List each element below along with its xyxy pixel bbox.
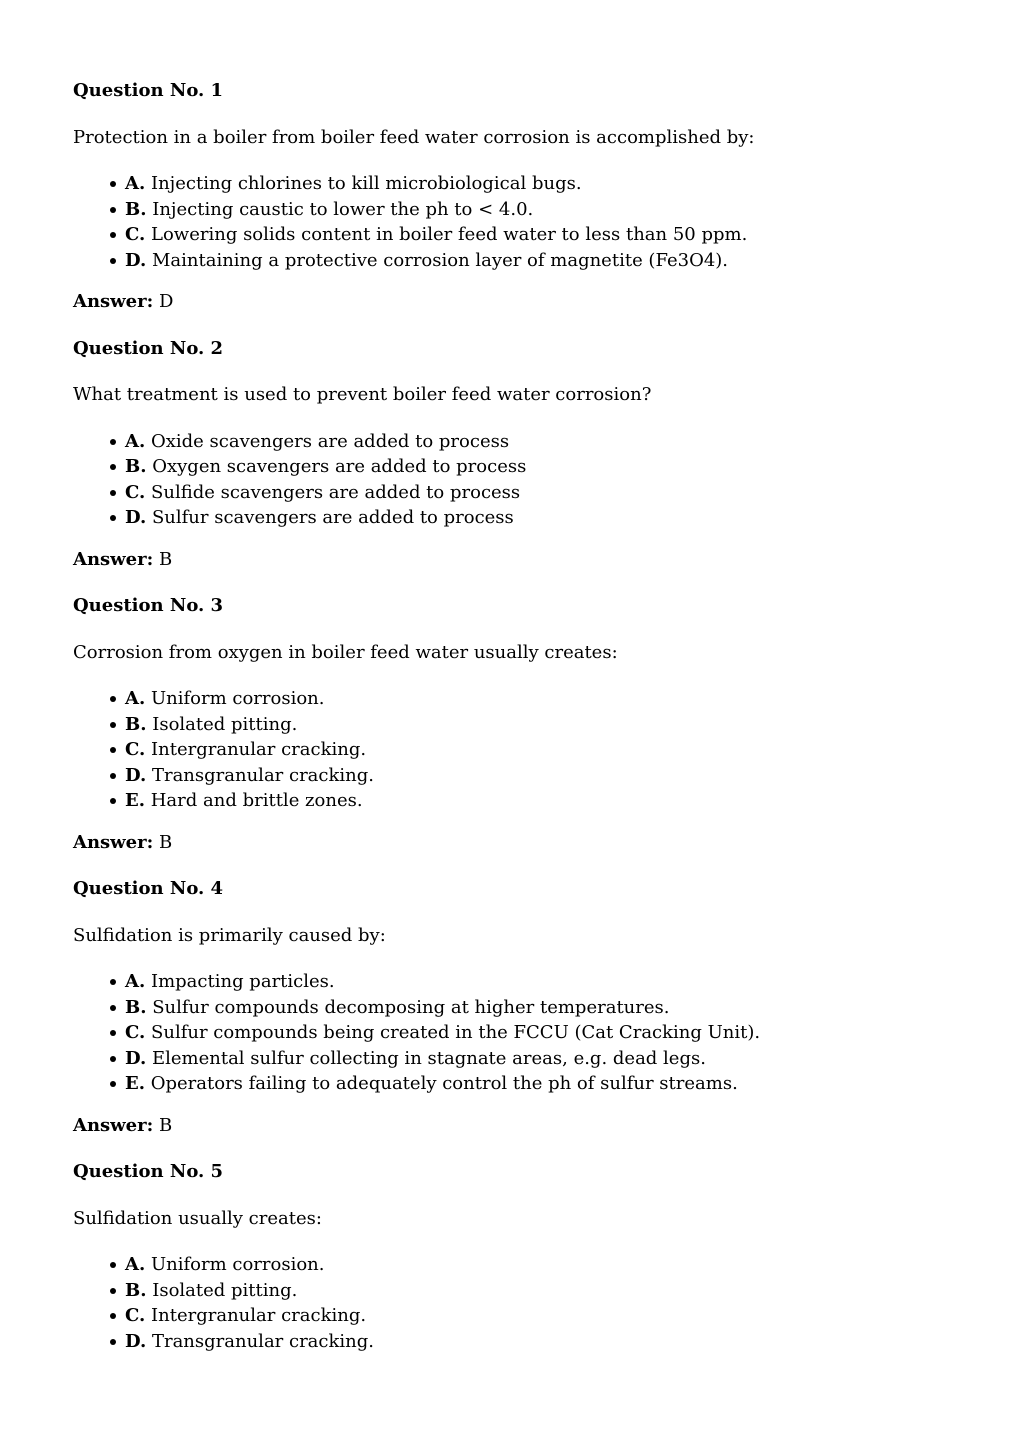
option-letter: B. <box>125 996 147 1018</box>
option-letter: C. <box>125 481 146 503</box>
option-letter: C. <box>125 1305 146 1326</box>
option-text: Uniform corrosion. <box>150 688 325 709</box>
option-letter: A. <box>125 971 146 992</box>
option-list <box>73 686 973 814</box>
question-block <box>73 78 973 315</box>
option-text: Intergranular cracking. <box>151 1305 367 1326</box>
option-item <box>107 763 973 789</box>
question-block <box>73 593 973 855</box>
option-letter: D. <box>125 1330 147 1352</box>
option-letter: A. <box>125 1254 146 1275</box>
option-item <box>107 429 973 455</box>
option-letter: A. <box>125 688 146 709</box>
option-item <box>107 788 973 814</box>
answer-value: B <box>159 831 173 853</box>
option-text: Sulfide scavengers are added to process <box>151 481 521 503</box>
option-letter: B. <box>125 456 147 477</box>
question-text: Sulfidation is primarily caused by: <box>73 924 386 946</box>
option-text: Injecting chlorines to kill microbiological bugs. <box>150 173 582 194</box>
option-item <box>107 686 973 712</box>
question-title: Question No. 3 <box>73 595 224 616</box>
option-item <box>107 712 973 738</box>
answer-line <box>73 1113 973 1139</box>
option-list <box>73 429 973 531</box>
answer-label: Answer: <box>73 1114 154 1136</box>
option-item <box>107 454 973 480</box>
answer-label: Answer: <box>73 291 154 312</box>
question-title: Question No. 5 <box>73 1161 224 1182</box>
option-letter: A. <box>125 430 146 452</box>
question-title: Question No. 2 <box>73 337 224 359</box>
option-text: Elemental sulfur collecting in stagnate areas, e.g. dead legs. <box>151 1047 706 1069</box>
option-letter: B. <box>125 1279 147 1301</box>
option-text: Sulfur scavengers are added to process <box>151 507 514 528</box>
option-item <box>107 505 973 531</box>
option-list <box>73 1252 973 1354</box>
option-list <box>73 171 973 273</box>
question-block <box>73 1159 973 1354</box>
question-text: Corrosion from oxygen in boiler feed water usually creates: <box>73 641 618 663</box>
option-text: Injecting caustic to lower the ph to < 4.0. <box>152 198 534 220</box>
option-text: Maintaining a protective corrosion layer of magnetite (Fe3O4). <box>151 249 729 271</box>
option-text: Sulfur compounds decomposing at higher temperatures. <box>152 996 670 1018</box>
answer-label: Answer: <box>73 548 154 570</box>
answer-line <box>73 830 973 856</box>
question-title: Question No. 1 <box>73 80 224 101</box>
question-text: Sulfidation usually creates: <box>73 1207 322 1229</box>
option-item <box>107 1071 973 1097</box>
option-letter: D. <box>125 1047 147 1069</box>
option-item <box>107 1303 973 1329</box>
question-block <box>73 336 973 573</box>
option-item <box>107 171 973 197</box>
option-item <box>107 1252 973 1278</box>
option-text: Lowering solids content in boiler feed water to less than 50 ppm. <box>151 224 748 245</box>
option-text: Operators failing to adequately control the ph of sulfur streams. <box>150 1073 738 1094</box>
option-item <box>107 737 973 763</box>
option-letter: A. <box>125 173 146 194</box>
question-text: Protection in a boiler from boiler feed water corrosion is accomplished by: <box>73 126 755 148</box>
option-letter: C. <box>125 224 146 245</box>
option-letter: E. <box>125 1073 145 1094</box>
question-list <box>73 78 973 1354</box>
answer-line <box>73 289 973 315</box>
question-block <box>73 876 973 1138</box>
question-text: What treatment is used to prevent boiler feed water corrosion? <box>73 384 652 405</box>
option-item <box>107 197 973 223</box>
option-text: Hard and brittle zones. <box>150 790 363 811</box>
option-text: Isolated pitting. <box>152 1279 298 1301</box>
option-text: Oxide scavengers are added to process <box>150 430 510 452</box>
option-text: Impacting particles. <box>150 971 335 992</box>
option-item <box>107 222 973 248</box>
option-item <box>107 1329 973 1355</box>
option-letter: D. <box>125 764 147 786</box>
option-item <box>107 248 973 274</box>
option-letter: D. <box>125 507 147 528</box>
option-text: Sulfur compounds being created in the FCCU (Cat Cracking Unit). <box>151 1022 761 1043</box>
question-title: Question No. 4 <box>73 878 224 899</box>
option-text: Transgranular cracking. <box>151 764 374 786</box>
option-text: Isolated pitting. <box>152 713 298 735</box>
option-text: Oxygen scavengers are added to process <box>152 456 527 477</box>
option-text: Uniform corrosion. <box>150 1254 325 1275</box>
answer-value: B <box>159 1114 173 1136</box>
option-text: Transgranular cracking. <box>151 1330 374 1352</box>
option-item <box>107 969 973 995</box>
answer-label: Answer: <box>73 831 154 853</box>
option-list <box>73 969 973 1097</box>
option-letter: C. <box>125 1022 146 1043</box>
option-item <box>107 480 973 506</box>
answer-line <box>73 547 973 573</box>
option-item <box>107 1046 973 1072</box>
option-text: Intergranular cracking. <box>151 739 367 760</box>
option-item <box>107 1278 973 1304</box>
option-letter: B. <box>125 713 147 735</box>
option-letter: C. <box>125 739 146 760</box>
option-letter: D. <box>125 249 147 271</box>
answer-value: D <box>159 291 174 312</box>
answer-value: B <box>159 548 173 570</box>
option-letter: E. <box>125 790 145 811</box>
option-item <box>107 1020 973 1046</box>
option-item <box>107 995 973 1021</box>
option-letter: B. <box>125 198 147 220</box>
